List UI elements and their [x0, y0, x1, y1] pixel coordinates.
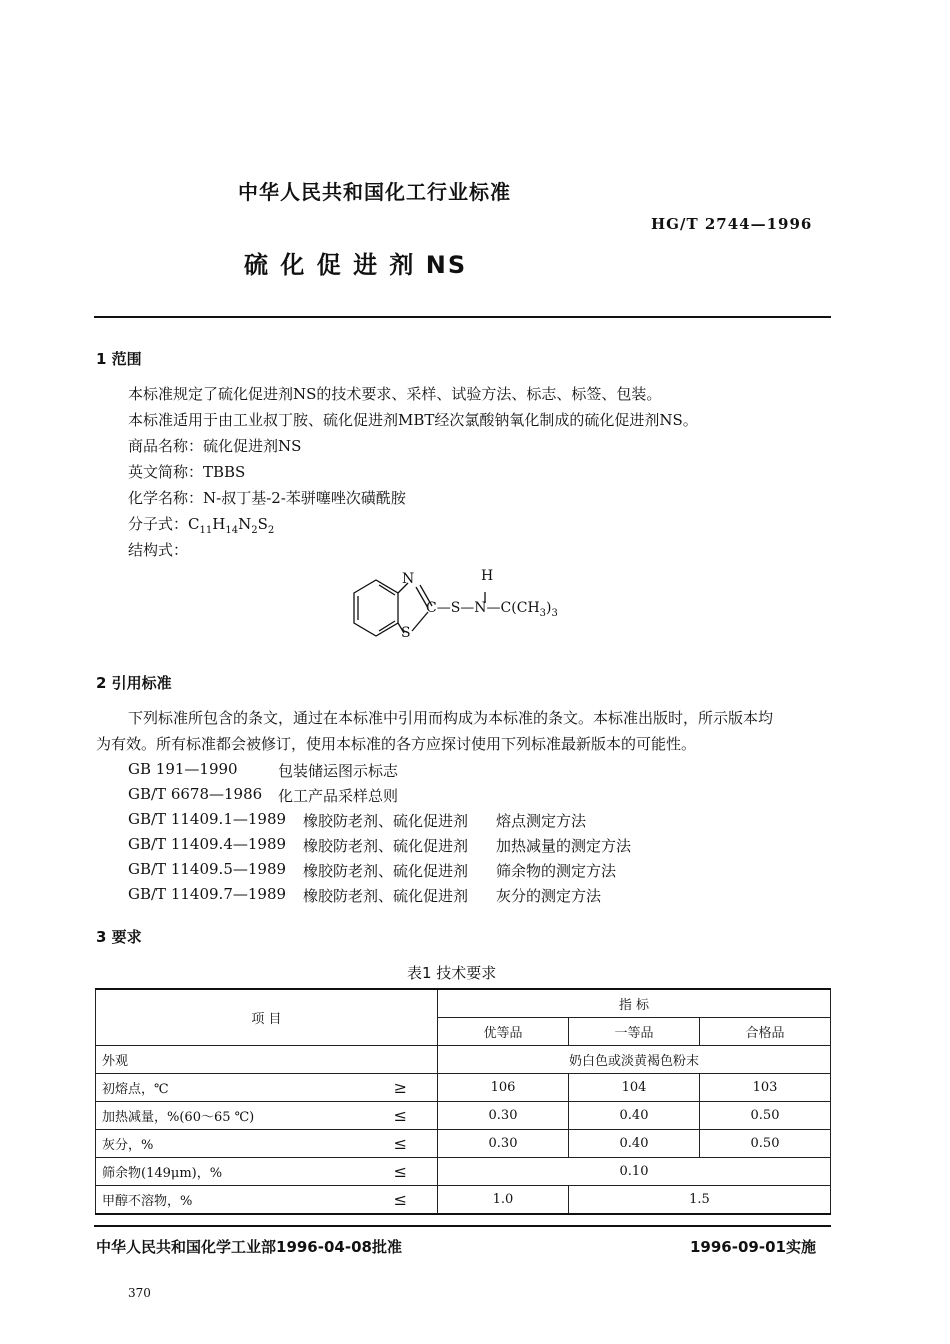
row-item: 灰分，% [96, 1130, 357, 1158]
section-1-heading: 1 范围 [96, 350, 142, 368]
footer-rule [94, 1225, 831, 1227]
english-abbreviation: 英文简称：TBBS [128, 463, 246, 481]
ref-name: 橡胶防老剂、硫化促进剂 [303, 887, 469, 905]
row-symbol: ≤ [357, 1130, 438, 1158]
row-item: 初熔点，℃ [96, 1074, 357, 1102]
table-header-row [96, 989, 831, 1018]
ref-code: GB/T 11409.5—1989 [128, 860, 287, 878]
row-symbol: ≥ [357, 1074, 438, 1102]
formula-n: N [238, 515, 252, 533]
atom-n-ring: N [402, 571, 415, 587]
chain-end-sub: 3 [551, 607, 558, 619]
ref-code: GB/T 11409.4—1989 [128, 835, 287, 853]
formula-c-sub: 11 [199, 525, 213, 536]
atom-h: H [481, 568, 494, 584]
table-row [96, 1074, 831, 1102]
table-row [96, 1046, 831, 1074]
header-rule [94, 316, 831, 318]
ref-name: 橡胶防老剂、硫化促进剂 [303, 837, 469, 855]
formula-label: 分子式： [128, 515, 189, 533]
formula-h-sub: 14 [225, 525, 239, 536]
ref-name: 包装储运图示标志 [278, 762, 399, 780]
row-item: 加热减量，%(60～65 ℃) [96, 1102, 357, 1130]
atom-s-ring: S [401, 625, 411, 641]
ref-code: GB 191—1990 [128, 760, 238, 778]
row-value: 0.50 [700, 1130, 831, 1158]
effective-date: 1996-09-01实施 [690, 1238, 816, 1256]
table-row [96, 1158, 831, 1186]
table-row [96, 1102, 831, 1130]
chain-sub: 3 [539, 607, 547, 619]
row-value: 103 [700, 1074, 831, 1102]
ref-method: 筛余物的测定方法 [496, 862, 617, 880]
table-row [96, 1130, 831, 1158]
section-1-paragraph-2: 本标准适用于由工业叔丁胺、硫化促进剂MBT经次氯酸钠氧化制成的硫化促进剂NS。 [128, 411, 698, 429]
grade-qualified: 合格品 [700, 1018, 831, 1046]
formula-h: H [212, 515, 226, 533]
chain-end: ) [546, 600, 552, 616]
ref-code: GB/T 6678—1986 [128, 785, 263, 803]
row-value: 0.30 [438, 1130, 569, 1158]
structure-label: 结构式： [128, 541, 189, 559]
row-value: 0.10 [438, 1158, 831, 1186]
formula-n-sub: 2 [251, 525, 258, 536]
row-value: 1.5 [569, 1186, 831, 1215]
molecular-formula [128, 514, 274, 541]
row-value: 0.30 [438, 1102, 569, 1130]
grade-premium: 优等品 [438, 1018, 569, 1046]
section-2-heading: 2 引用标准 [96, 674, 172, 692]
chain-text: C—S—N—C(CH [426, 600, 540, 616]
ref-name: 橡胶防老剂、硫化促进剂 [303, 812, 469, 830]
row-item: 外观 [96, 1046, 438, 1074]
row-value: 106 [438, 1074, 569, 1102]
row-item: 筛余物(149μm)，% [96, 1158, 357, 1186]
row-value: 1.0 [438, 1186, 569, 1215]
section-2-paragraph-1: 下列标准所包含的条文，通过在本标准中引用而构成为本标准的条文。本标准出版时，所示版本均 [128, 709, 774, 727]
ref-name: 橡胶防老剂、硫化促进剂 [303, 862, 469, 880]
chemical-name: 化学名称：N-叔丁基-2-苯骈噻唑次磺酰胺 [128, 489, 406, 507]
formula-c: C [188, 515, 200, 533]
structure-chain [426, 600, 558, 619]
page-number: 370 [128, 1286, 151, 1300]
row-symbol: ≤ [357, 1186, 438, 1215]
row-value: 104 [569, 1074, 700, 1102]
technical-requirements-table [95, 988, 831, 1215]
ref-name: 化工产品采样总则 [278, 787, 399, 805]
product-name: 商品名称：硫化促进剂NS [128, 437, 302, 455]
formula-s-sub: 2 [267, 525, 275, 536]
org-title: 中华人民共和国化工行业标准 [238, 180, 511, 204]
row-value: 0.40 [569, 1102, 700, 1130]
standard-code: HG/T 2744—1996 [651, 215, 813, 233]
table-caption: 表1 技术要求 [407, 964, 497, 982]
row-symbol: ≤ [357, 1158, 438, 1186]
ref-method: 加热减量的测定方法 [496, 837, 632, 855]
grade-first: 一等品 [569, 1018, 700, 1046]
row-symbol: ≤ [357, 1102, 438, 1130]
ref-method: 熔点测定方法 [496, 812, 587, 830]
section-3-heading: 3 要求 [96, 928, 142, 946]
row-value: 奶白色或淡黄褐色粉末 [438, 1046, 831, 1074]
header-index: 指 标 [438, 989, 831, 1018]
row-value: 0.50 [700, 1102, 831, 1130]
document-title: 硫 化 促 进 剂 NS [244, 251, 468, 279]
approval-statement: 中华人民共和国化学工业部1996-04-08批准 [96, 1238, 402, 1256]
row-item: 甲醇不溶物，% [96, 1186, 357, 1215]
formula-s: S [257, 515, 268, 533]
ref-method: 灰分的测定方法 [496, 887, 602, 905]
section-2-paragraph-2: 为有效。所有标准都会被修订，使用本标准的各方应探讨使用下列标准最新版本的可能性。 [96, 735, 697, 753]
table-row [96, 1186, 831, 1215]
ref-code: GB/T 11409.7—1989 [128, 885, 287, 903]
ref-code: GB/T 11409.1—1989 [128, 810, 287, 828]
row-value: 0.40 [569, 1130, 700, 1158]
section-1-paragraph-1: 本标准规定了硫化促进剂NS的技术要求、采样、试验方法、标志、标签、包装。 [128, 385, 662, 403]
header-item: 项 目 [96, 989, 438, 1046]
